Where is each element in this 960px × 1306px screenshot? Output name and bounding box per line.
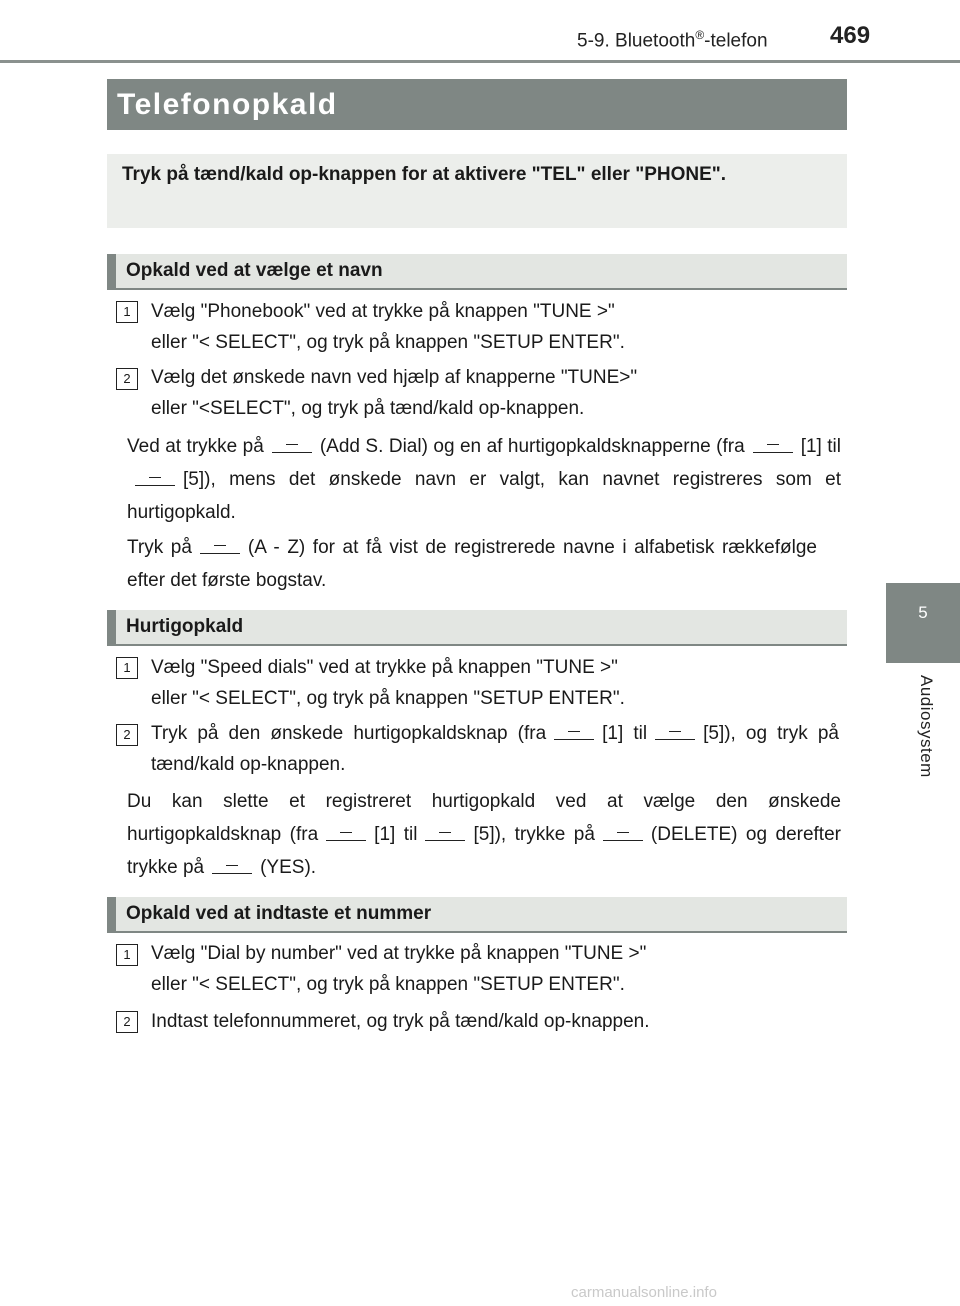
step-line: eller "< SELECT", og tryk på knappen "SETUP ENTER". xyxy=(151,974,625,995)
section-header-text: 5-9. Bluetooth xyxy=(577,30,696,52)
section-header xyxy=(577,28,768,52)
step-text xyxy=(151,938,841,1000)
screen-button-icon xyxy=(200,538,240,554)
step-text xyxy=(151,652,841,714)
screen-button-icon xyxy=(753,437,793,453)
watermark-text: carmanualsonline.info xyxy=(571,1284,717,1301)
note-text: (DELETE) og derefter trykke på xyxy=(127,824,841,878)
header-divider xyxy=(0,60,960,63)
note-text: (YES). xyxy=(260,857,317,878)
chapter-tab: 5 xyxy=(886,583,960,663)
section-heading-dial-number: Opkald ved at indtaste et nummer xyxy=(107,897,847,933)
step-line: Indtast telefonnummeret, og tryk på tænd/kald op-knappen. xyxy=(151,1011,650,1032)
step-line: eller "< SELECT", og tryk på knappen "SETUP ENTER". xyxy=(151,688,625,709)
step-number-badge: 2 xyxy=(116,724,138,746)
screen-button-icon xyxy=(425,825,465,841)
note-text: [5]), mens det ønskede navn er valgt, kan navnet registreres som et hurtigopkald. xyxy=(127,469,841,523)
note-text: [1] til xyxy=(374,824,418,845)
step-number-badge: 2 xyxy=(116,368,138,390)
note-text: (Add S. Dial) og en af hurtigopkaldsknapperne (fra xyxy=(319,436,745,457)
step-text xyxy=(151,362,841,424)
step-text xyxy=(151,296,841,358)
step-line: Vælg det ønskede navn ved hjælp af knapperne "TUNE>" xyxy=(151,367,638,388)
intro-box: Tryk på tænd/kald op-knappen for at aktivere "TEL" eller "PHONE". xyxy=(107,154,847,228)
note-text: (A - Z) for at få vist de registrerede navne i alfabetisk rækkefølge efter det første bogstav. xyxy=(127,537,817,591)
note-text: Ved at trykke på xyxy=(127,436,264,457)
screen-button-icon xyxy=(554,724,594,740)
screen-button-icon xyxy=(212,858,252,874)
step-text xyxy=(151,718,839,780)
step-line: Vælg "Phonebook" ved at trykke på knappen "TUNE >" xyxy=(151,301,615,322)
section-heading-speed-dial: Hurtigopkald xyxy=(107,610,847,646)
step-number-badge: 1 xyxy=(116,301,138,323)
screen-button-icon xyxy=(326,825,366,841)
page-number: 469 xyxy=(830,22,871,49)
step-number-badge: 1 xyxy=(116,657,138,679)
step-line: Vælg "Dial by number" ved at trykke på knappen "TUNE >" xyxy=(151,943,647,964)
step-line: [5]), og tryk på tænd/kald op-knappen. xyxy=(151,723,839,775)
note-text: Du kan slette et registreret hurtigopkald ved at vælge den ønskede hurtigopkaldsknap (fra xyxy=(127,791,841,845)
note-text: [5]), trykke på xyxy=(473,824,595,845)
section-heading-name-dial: Opkald ved at vælge et navn xyxy=(107,254,847,290)
step-number-badge: 2 xyxy=(116,1011,138,1033)
step-number-badge: 1 xyxy=(116,944,138,966)
screen-button-icon xyxy=(135,470,175,486)
step-line: [1] til xyxy=(602,723,648,744)
screen-button-icon xyxy=(603,825,643,841)
step-line: eller "< SELECT", og tryk på knappen "SETUP ENTER". xyxy=(151,332,625,353)
step-line: Tryk på den ønskede hurtigopkaldsknap (fra xyxy=(151,723,547,744)
chapter-label: Audiosystem xyxy=(917,675,936,778)
note-paragraph xyxy=(127,430,841,529)
section-header-suffix: -telefon xyxy=(704,30,768,52)
screen-button-icon xyxy=(655,724,695,740)
screen-button-icon xyxy=(272,437,312,453)
step-text xyxy=(151,1006,841,1037)
note-text: Tryk på xyxy=(127,537,192,558)
registered-mark: ® xyxy=(695,28,705,42)
page-title: Telefonopkald xyxy=(107,79,847,130)
note-paragraph xyxy=(127,531,817,597)
step-line: Vælg "Speed dials" ved at trykke på knappen "TUNE >" xyxy=(151,657,618,678)
note-paragraph xyxy=(127,785,841,884)
note-text: [1] til xyxy=(800,436,842,457)
step-line: eller "<SELECT", og tryk på tænd/kald op-knappen. xyxy=(151,398,585,419)
